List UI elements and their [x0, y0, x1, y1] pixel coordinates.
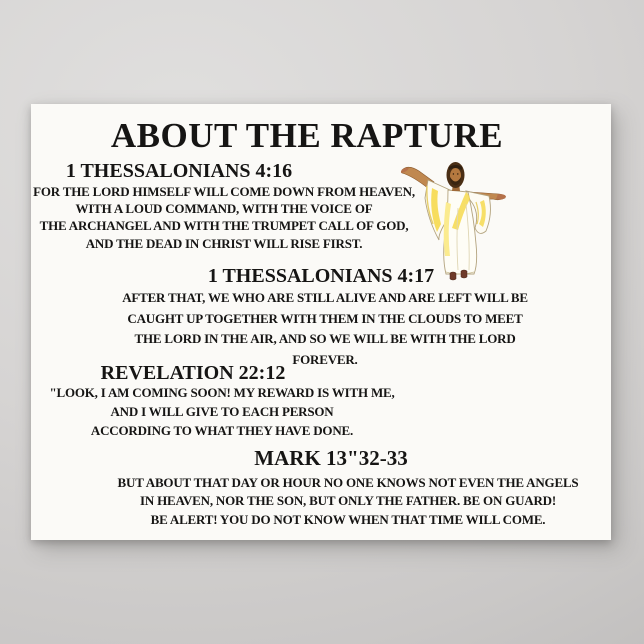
verse-text-mark-13-32-33: BUT ABOUT THAT DAY OR HOUR NO ONE KNOWS NOT EVEN THE ANGELS IN HEAVEN, NOR THE SON, BUT ONLY THE FATHER. BE ON GUARD! BE ALERT! YOU DO NOT KNOW WHEN THAT TIME WILL COME.: [117, 475, 579, 527]
verse-text-1-thessalonians-4-16: FOR THE LORD HIMSELF WILL COME DOWN FROM HEAVEN, WITH A LOUD COMMAND, WITH THE VOICE OF THE ARCHANGEL AND WITH THE TRUMPET CALL OF GOD, AND THE DEAD IN CHRIST WILL RISE FIRST.: [33, 184, 415, 251]
rapture-poster: [31, 104, 611, 540]
verse-text-revelation-22-12: "LOOK, I AM COMING SOON! MY REWARD IS WITH ME, AND I WILL GIVE TO EACH PERSON ACCORDING TO WHAT THEY HAVE DONE.: [49, 385, 395, 438]
section-heading-revelation-22-12: REVELATION 22:12: [100, 362, 286, 384]
verse-text-1-thessalonians-4-17: AFTER THAT, WE WHO ARE STILL ALIVE AND ARE LEFT WILL BE CAUGHT UP TOGETHER WITH THEM IN THE CLOUDS TO MEET THE LORD IN THE AIR, AND SO WE WILL BE WITH THE LORD FOREVER.: [122, 290, 528, 367]
section-heading-mark-13-32-33: MARK 13"32-33: [254, 446, 408, 470]
section-heading-1-thessalonians-4-16: 1 THESSALONIANS 4:16: [65, 160, 293, 182]
jesus-head: [447, 162, 465, 191]
section-heading-1-thessalonians-4-17: 1 THESSALONIANS 4:17: [207, 265, 435, 287]
poster-title: ABOUT THE RAPTURE: [110, 116, 504, 155]
